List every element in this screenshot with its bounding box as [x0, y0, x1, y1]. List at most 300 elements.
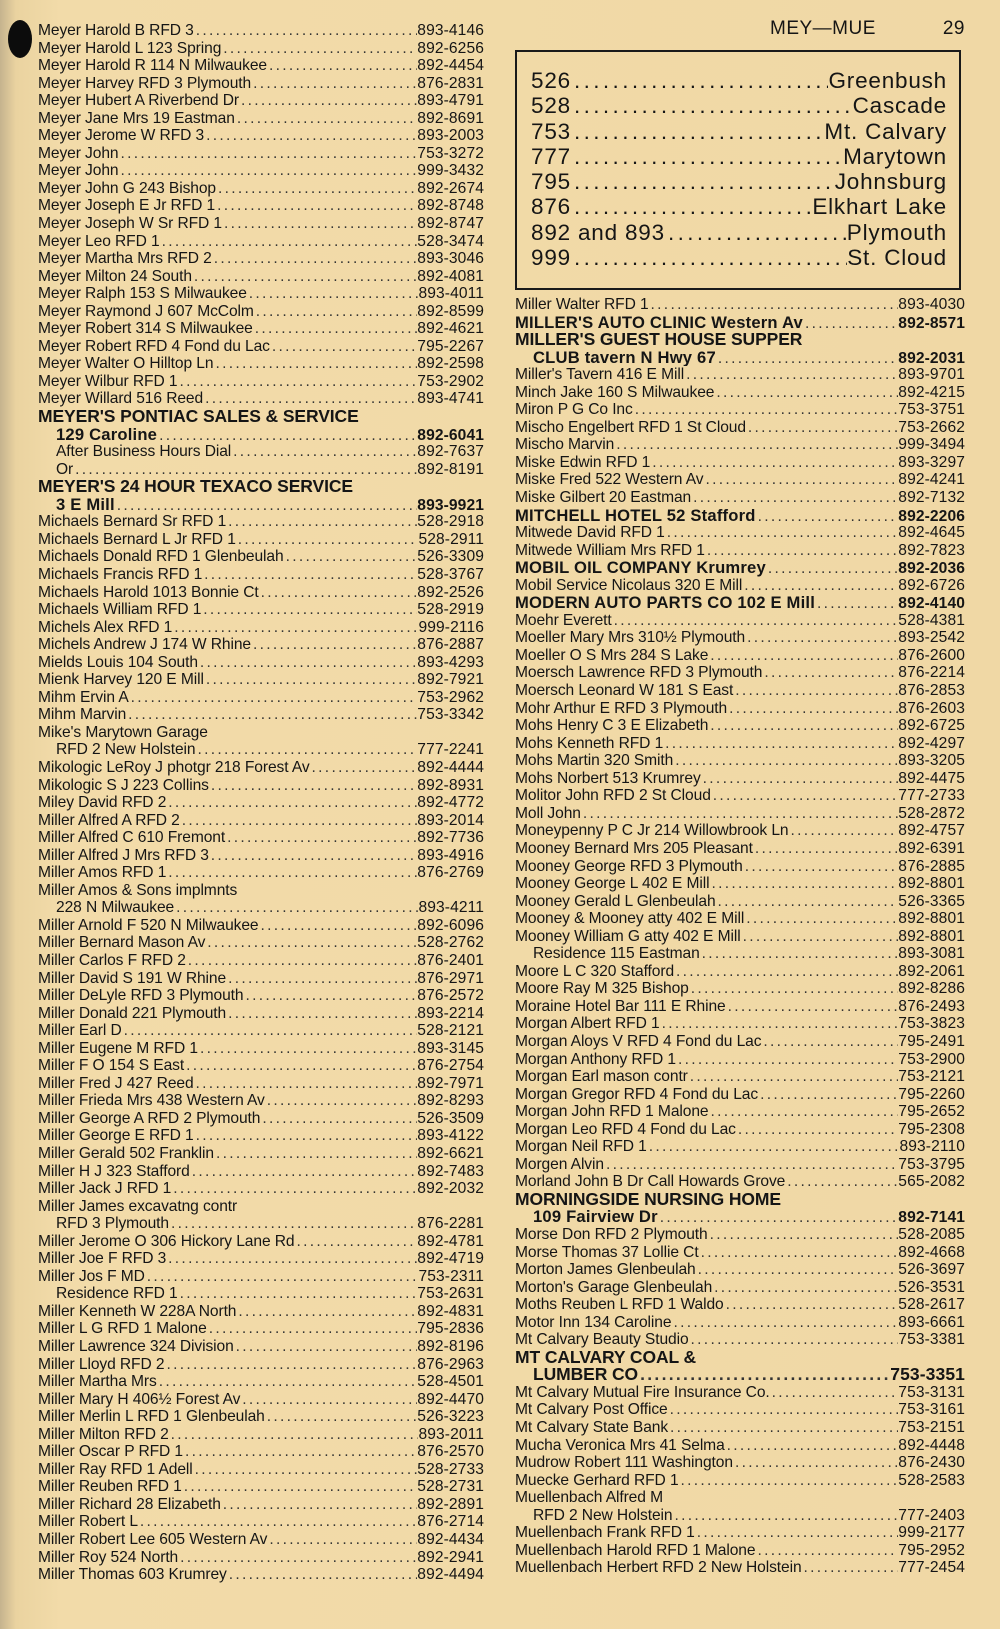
leader-dots — [235, 110, 417, 128]
listing-row — [515, 331, 965, 349]
listing-name: LUMBER CO — [533, 1366, 639, 1384]
listing-phone: 528-2085 — [898, 1225, 965, 1243]
listing-name: Minch Jake 160 S Milwaukee — [515, 383, 715, 401]
exchange-code: 528 — [531, 93, 571, 119]
listing-phone: 777-2241 — [417, 741, 484, 759]
listing-row — [38, 882, 484, 900]
listing-name: Meyer Harold L 123 Spring — [38, 39, 222, 57]
listing-name: Meyer Ralph 153 S Milwaukee — [38, 285, 247, 303]
listing-name: Morton James Glenbeulah — [515, 1261, 696, 1279]
listing-name: Mooney & Mooney atty 402 E Mill — [515, 910, 745, 928]
listing-name: Miller H J 323 Stafford — [38, 1162, 190, 1180]
listing-phone: 892-2674 — [417, 179, 484, 197]
listing-phone: 893-2003 — [417, 127, 484, 145]
listing-name: Miller Roy 524 North — [38, 1548, 179, 1566]
leader-dots — [194, 22, 418, 40]
listing-row — [38, 408, 484, 426]
listing-row — [515, 1314, 965, 1332]
listing-phone: 893-9921 — [417, 496, 484, 514]
exchange-code: 892 and 893 — [531, 219, 665, 245]
leader-dots — [73, 461, 417, 479]
listing-name: Morland John B Dr Call Howards Grove — [515, 1173, 786, 1191]
listing-phone: 876-2714 — [417, 1513, 484, 1531]
leader-dots — [198, 654, 417, 672]
listing-phone: 892-7921 — [417, 671, 484, 689]
listing-phone: 528-2617 — [898, 1296, 965, 1314]
listing-row — [515, 419, 965, 437]
listing-row — [38, 1198, 484, 1216]
listing-name: Morgan Leo RFD 4 Fond du Lac — [515, 1120, 736, 1138]
listing-name: Michaels Harold 1013 Bonnie Ct — [38, 583, 259, 601]
listing-row — [515, 875, 965, 893]
listing-phone: 893-2110 — [899, 1138, 965, 1156]
leader-dots — [571, 144, 843, 169]
listing-name: Miller Thomas 603 Krumrey — [38, 1566, 227, 1584]
leader-dots — [267, 1531, 417, 1549]
exchange-town: St. Cloud — [847, 245, 947, 271]
leader-dots — [633, 401, 899, 419]
listing-name: Miller Ray RFD 1 Adell — [38, 1460, 193, 1478]
listing-name: Miller Reuben RFD 1 — [38, 1478, 182, 1496]
listing-phone: 999-3432 — [417, 162, 484, 180]
listing-row — [38, 127, 484, 145]
leader-dots — [788, 822, 898, 840]
listing-row — [515, 1507, 965, 1525]
exchange-row — [531, 220, 947, 245]
listing-row — [38, 390, 484, 408]
listing-phone: 893-9701 — [898, 366, 965, 384]
listing-name: Mohs Henry C 3 E Elizabeth — [515, 717, 709, 735]
listing-phone: 892-4475 — [898, 769, 965, 787]
listing-phone: 876-2214 — [898, 664, 965, 682]
listing-phone: 892-4494 — [417, 1566, 484, 1584]
listing-row — [515, 735, 965, 753]
listing-row — [515, 471, 965, 489]
listing-name: Miller James excavatng contr — [38, 1197, 238, 1215]
listing-phone: 892-8801 — [898, 875, 965, 893]
listing-name: Meyer Harvey RFD 3 Plymouth — [38, 74, 252, 92]
listing-name: Moersch Lawrence RFD 3 Plymouth — [515, 664, 763, 682]
listing-phone: 528-3767 — [417, 565, 484, 583]
leader-dots — [708, 1103, 898, 1121]
listing-name: RFD 2 New Holstein — [533, 1506, 673, 1524]
leader-dots — [691, 489, 898, 507]
leader-dots — [226, 1005, 417, 1023]
exchange-town: Cascade — [852, 93, 947, 119]
listing-name: Mooney George RFD 3 Plymouth — [515, 857, 743, 875]
listing-name: Morgan Aloys V RFD 4 Fond du Lac — [515, 1032, 762, 1050]
listing-phone: 876-2493 — [898, 997, 965, 1015]
listing-row — [515, 1138, 965, 1156]
listing-name: Michaels Bernard L Jr RFD 1 — [38, 530, 236, 548]
listing-phone: 892-4645 — [898, 524, 965, 542]
listing-row — [38, 285, 484, 303]
leader-dots — [742, 577, 898, 595]
listing-row — [515, 436, 965, 454]
listing-name: Mt Calvary Beauty Studio — [515, 1331, 689, 1349]
listing-row — [38, 1373, 484, 1391]
listing-row — [515, 1261, 965, 1279]
listing-name: Morgan Neil RFD 1 — [515, 1138, 647, 1156]
listing-row — [38, 1443, 484, 1461]
listing-row — [515, 1559, 965, 1577]
leader-dots — [672, 1507, 898, 1525]
listing-name: Moehr Everett — [515, 611, 612, 629]
listing-row — [515, 1279, 965, 1297]
listing-row — [515, 858, 965, 876]
leader-dots — [182, 1478, 418, 1496]
listing-name: 3 E Mill — [56, 495, 115, 514]
listing-name: Miller Fred J 427 Reed — [38, 1074, 194, 1092]
listing-name: Morgan Anthony RFD 1 — [515, 1050, 676, 1068]
listing-name: Miller Alfred A RFD 2 — [38, 811, 180, 829]
listing-row — [38, 584, 484, 602]
leader-dots — [660, 1015, 899, 1033]
page-number: 29 — [942, 18, 965, 39]
listing-name: Miller Joe F RFD 3 — [38, 1250, 167, 1268]
listing-name: Meyer John — [38, 162, 119, 180]
leader-dots — [204, 671, 417, 689]
leader-dots — [227, 1566, 418, 1584]
listing-row — [38, 1549, 484, 1567]
listing-row — [515, 910, 965, 928]
leader-dots — [755, 1542, 898, 1560]
listing-row — [38, 1408, 484, 1426]
listing-name: Miller's Tavern 416 E Mill — [515, 366, 685, 384]
listing-phone: 777-2733 — [898, 787, 965, 805]
leader-dots — [668, 1419, 898, 1437]
leader-dots — [129, 689, 418, 707]
listing-row — [38, 1180, 484, 1198]
listing-name: Motor Inn 134 Caroline — [515, 1313, 672, 1331]
listing-row — [515, 454, 965, 472]
listing-row — [38, 1040, 484, 1058]
exchange-code: 999 — [531, 245, 571, 271]
listing-name: Muellenbach Frank RFD 1 — [515, 1524, 695, 1542]
listing-name: MEYER'S PONTIAC SALES & SERVICE — [38, 408, 359, 426]
listing-name: Mooney Gerald L Glenbeulah — [515, 892, 716, 910]
listing-row — [38, 829, 484, 847]
leader-dots — [671, 1314, 898, 1332]
listing-name: Residence RFD 1 — [56, 1285, 178, 1303]
listing-row — [515, 1331, 965, 1349]
leader-dots — [758, 1086, 898, 1104]
listing-name: Miller Robert Lee 605 Western Av — [38, 1531, 268, 1549]
listing-phone: 893-4791 — [417, 92, 484, 110]
listing-name: Miller Alfred J Mrs RFD 3 — [38, 846, 209, 864]
listing-row — [38, 759, 484, 777]
listing-row — [515, 928, 965, 946]
listing-name: Miller Amos & Sons implmnts — [38, 881, 238, 899]
listing-phone: 892-4621 — [417, 320, 484, 338]
leader-dots — [126, 706, 417, 724]
listing-phone: 893-3297 — [898, 453, 965, 471]
leader-dots — [243, 987, 417, 1005]
listing-row — [38, 1391, 484, 1409]
leader-dots — [138, 1513, 417, 1531]
listing-row — [38, 461, 484, 479]
listing-row — [38, 303, 484, 321]
listing-phone: 753-3823 — [898, 1015, 965, 1033]
listing-row — [515, 1437, 965, 1455]
listing-row — [515, 1296, 965, 1314]
leader-dots — [253, 320, 418, 338]
listing-phone: 892-4470 — [417, 1390, 484, 1408]
listing-name: 109 Fairview Dr — [533, 1208, 658, 1226]
running-head-range: MEY—MUE — [770, 18, 876, 39]
listing-phone: 795-2952 — [898, 1541, 965, 1559]
listing-phone: 753-2900 — [898, 1050, 965, 1068]
listing-phone: 893-3081 — [898, 945, 965, 963]
listing-name: Meyer Raymond J 607 McColm — [38, 302, 254, 320]
listing-row — [38, 250, 484, 268]
listing-phone: 753-3131 — [898, 1383, 965, 1401]
listing-phone: 892-2891 — [417, 1495, 484, 1513]
listing-phone: 528-2731 — [417, 1478, 484, 1496]
listing-phone: 892-4434 — [417, 1531, 484, 1549]
listing-phone: 753-2121 — [898, 1068, 965, 1086]
leader-dots — [743, 858, 899, 876]
listing-name: Miller Oscar P RFD 1 — [38, 1443, 184, 1461]
listing-row — [38, 566, 484, 584]
leader-dots — [284, 548, 418, 566]
listing-name: Muellenbach Herbert RFD 2 New Holstein — [515, 1559, 802, 1577]
listing-name: Michaels Bernard Sr RFD 1 — [38, 513, 227, 531]
leader-dots — [638, 1366, 890, 1384]
listing-phone: 892-7141 — [898, 1209, 965, 1226]
listing-name: Michels Alex RFD 1 — [38, 618, 173, 636]
listing-row — [38, 197, 484, 215]
listing-row — [515, 366, 965, 384]
listing-phone: 892-4241 — [898, 471, 965, 489]
listing-name: Miske Fred 522 Western Av — [515, 471, 704, 489]
leader-dots — [688, 1068, 899, 1086]
exchange-row — [531, 245, 947, 270]
listing-row — [515, 963, 965, 981]
listing-phone: 892-7823 — [898, 541, 965, 559]
listing-phone: 892-8748 — [417, 197, 484, 215]
listing-phone: 892-4297 — [898, 734, 965, 752]
listing-row — [515, 314, 965, 332]
listing-phone: 999-3494 — [898, 436, 965, 454]
listing-name: MT CALVARY COAL & — [515, 1348, 697, 1367]
listing-phone: 892-7132 — [898, 489, 965, 507]
listing-phone: 892-4448 — [898, 1436, 965, 1454]
leader-dots — [746, 419, 898, 437]
leader-dots — [193, 1461, 418, 1479]
listing-phone: 528-4501 — [417, 1373, 484, 1391]
listing-name: MILLER'S AUTO CLINIC Western Av — [515, 313, 803, 332]
leader-dots — [741, 928, 899, 946]
listing-name: Morton's Garage Glenbeulah — [515, 1278, 713, 1296]
listing-name: Miller Lloyd RFD 2 — [38, 1355, 165, 1373]
leader-dots — [724, 1296, 899, 1314]
leader-dots — [571, 169, 835, 194]
listing-phone: 892-2206 — [898, 507, 965, 525]
listing-phone: 795-2491 — [898, 1032, 965, 1050]
listing-phone: 892-6726 — [898, 576, 965, 594]
listing-name: Muellenbach Alfred M — [515, 1489, 663, 1507]
listing-phone: 528-2733 — [417, 1460, 484, 1478]
listing-phone: 753-2151 — [898, 1419, 965, 1436]
listing-row — [38, 22, 484, 40]
leader-dots — [172, 619, 418, 637]
listing-name: Miller Jack J RFD 1 — [38, 1180, 172, 1198]
listing-name: Miller David S 191 W Rhine — [38, 969, 227, 987]
listing-phone: 753-2902 — [417, 372, 484, 390]
listing-phone: 526-3697 — [898, 1261, 965, 1279]
listing-row — [515, 1068, 965, 1086]
leader-dots — [178, 1549, 417, 1567]
listing-name: Moore L C 320 Stafford — [515, 962, 675, 980]
listing-phone: 795-2267 — [417, 337, 484, 355]
listing-row — [515, 401, 965, 419]
listing-name: Moersch Leonard W 181 S East — [515, 682, 734, 700]
leader-dots — [744, 910, 898, 928]
listing-phone: 893-4211 — [418, 899, 484, 917]
listing-phone: 892-8571 — [898, 314, 965, 332]
listing-name: Meyer Wilbur RFD 1 — [38, 372, 178, 390]
leader-dots — [708, 1226, 899, 1244]
leader-dots — [157, 1373, 418, 1391]
listing-phone: 893-4916 — [417, 846, 484, 864]
leader-dots — [733, 682, 898, 700]
listing-name: Miller Walter RFD 1 — [515, 296, 649, 313]
listing-name: Mobil Service Nicolaus 320 E Mill — [515, 576, 743, 594]
leader-dots — [212, 250, 418, 268]
listing-phone: 892-2061 — [898, 962, 965, 980]
listing-row — [38, 1268, 484, 1286]
listing-name: Miller Robert L — [38, 1513, 138, 1531]
listing-row — [38, 1531, 484, 1549]
leader-dots — [166, 864, 417, 882]
exchange-key-box — [515, 50, 961, 290]
listing-phone: 892-4215 — [898, 383, 965, 401]
leader-dots — [708, 717, 898, 735]
listing-row — [38, 1022, 484, 1040]
leader-dots — [203, 390, 417, 408]
listing-name: After Business Hours Dial — [56, 443, 232, 461]
listing-phone: 526-3365 — [898, 892, 965, 910]
leader-dots — [145, 1268, 419, 1286]
leader-dots — [194, 1075, 418, 1093]
leader-dots — [708, 647, 898, 665]
leader-dots — [213, 355, 417, 373]
listing-row — [38, 794, 484, 812]
listing-phone: 876-2887 — [417, 636, 484, 654]
leader-dots — [265, 1092, 418, 1110]
leader-dots — [198, 1040, 417, 1058]
leader-dots — [207, 1320, 418, 1338]
listing-phone: 528-4381 — [898, 611, 965, 629]
listing-name: Michaels Donald RFD 1 Glenbeulah — [38, 548, 284, 566]
leader-dots — [689, 1331, 899, 1349]
listing-name: Morse Thomas 37 Lollie Ct — [515, 1243, 699, 1261]
listing-phone: 753-3342 — [417, 706, 484, 724]
listing-row — [38, 1285, 484, 1303]
listing-row — [38, 496, 484, 514]
listing-phone: 528-2121 — [417, 1022, 484, 1040]
listing-name: Moraine Hotel Bar 111 E Rhine — [515, 997, 726, 1015]
listing-row — [38, 233, 484, 251]
leader-dots — [709, 875, 898, 893]
listing-phone: 892-4444 — [417, 758, 484, 776]
listing-phone: 892-8196 — [417, 1338, 484, 1356]
leader-dots — [201, 601, 417, 619]
listing-row — [38, 899, 484, 917]
listing-phone: 893-2011 — [418, 1425, 484, 1443]
listing-phone: 892-4668 — [898, 1243, 965, 1261]
listing-phone: 753-3751 — [898, 401, 965, 419]
leader-dots — [205, 934, 417, 952]
leader-dots — [166, 1250, 417, 1268]
listing-row — [515, 1156, 965, 1174]
listing-name: RFD 3 Plymouth — [56, 1215, 169, 1233]
listing-row — [515, 1524, 965, 1542]
listing-row — [515, 1033, 965, 1051]
listing-row — [38, 1163, 484, 1181]
leader-dots — [184, 1057, 417, 1075]
leader-dots — [177, 373, 417, 391]
listing-name: Miller Lawrence 324 Division — [38, 1338, 234, 1356]
listing-row — [38, 215, 484, 233]
leader-dots — [571, 93, 853, 118]
listing-phone: 876-2754 — [417, 1057, 484, 1075]
leader-dots — [247, 285, 419, 303]
listing-row — [38, 548, 484, 566]
leader-dots — [604, 1156, 898, 1174]
listing-row — [515, 664, 965, 682]
listing-row — [38, 706, 484, 724]
listing-row — [38, 1233, 484, 1251]
listing-phone: 892-8191 — [417, 460, 484, 478]
listing-name: Mohs Norbert 513 Krumrey — [515, 769, 701, 787]
leader-dots — [236, 531, 419, 549]
listing-row — [515, 559, 965, 577]
listing-row — [515, 1015, 965, 1033]
listing-phone: 876-2831 — [417, 74, 484, 92]
listing-row — [515, 296, 965, 314]
listing-phone: 876-2401 — [417, 951, 484, 969]
listing-phone: 528-2911 — [418, 530, 484, 548]
listing-row — [38, 338, 484, 356]
listing-phone: 892-2598 — [417, 355, 484, 373]
leader-dots — [663, 735, 898, 753]
listing-phone: 892-7736 — [417, 829, 484, 847]
listing-row — [38, 145, 484, 163]
listing-name: Mohr Arthur E RFD 3 Plymouth — [515, 699, 728, 717]
leader-dots — [803, 315, 898, 332]
leader-dots — [186, 952, 418, 970]
leader-dots — [118, 162, 417, 180]
leader-dots — [762, 664, 898, 682]
running-head — [770, 18, 965, 40]
listing-phone: 528-2583 — [898, 1471, 965, 1489]
listing-phone: 892-6621 — [417, 1145, 484, 1162]
leader-dots — [178, 1285, 418, 1303]
leader-dots — [665, 524, 899, 542]
listing-phone: 893-3205 — [898, 752, 965, 770]
exchange-town: Mt. Calvary — [824, 118, 947, 144]
leader-dots — [236, 1303, 417, 1321]
leader-dots — [668, 1401, 899, 1419]
listing-row — [38, 1110, 484, 1128]
leader-dots — [571, 119, 824, 144]
leader-dots — [234, 1338, 418, 1356]
listing-row — [38, 1496, 484, 1514]
listing-phone: 893-4146 — [417, 22, 484, 39]
leader-dots — [122, 1022, 418, 1040]
